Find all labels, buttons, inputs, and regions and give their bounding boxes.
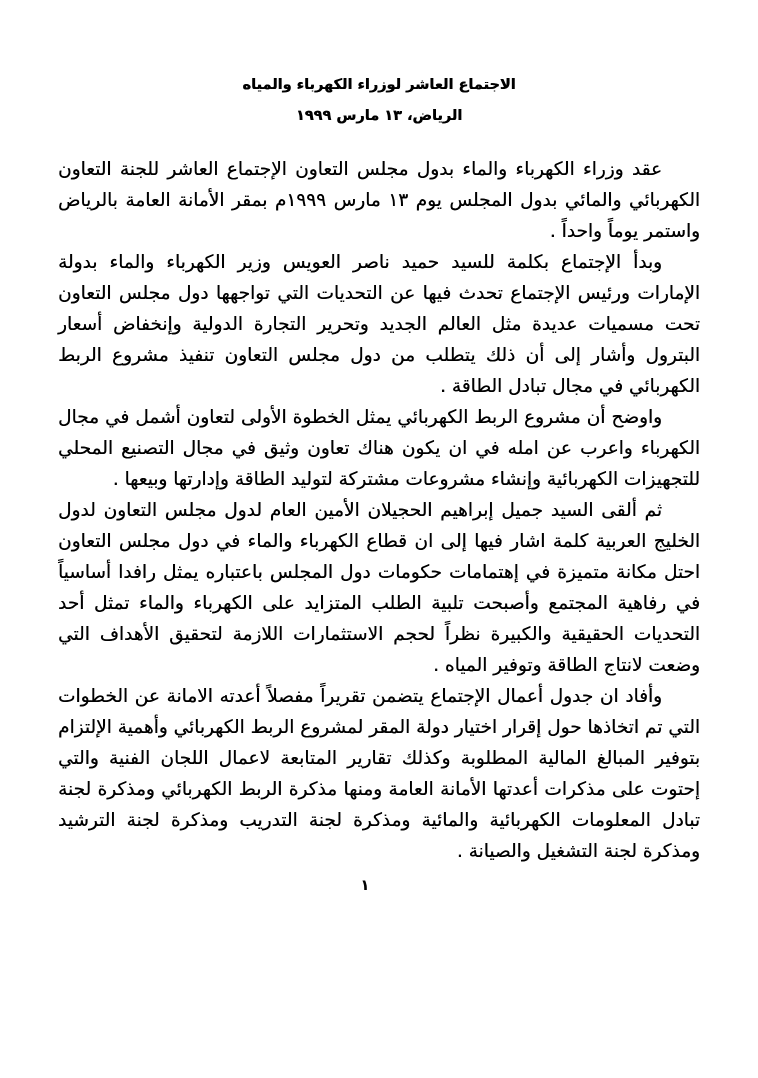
paragraph-2: وبدأ الإجتماع بكلمة للسيد حميد ناصر العويس وزير الكهرباء والماء بدولة الإمارات ورئيس الإجتماع تحدث فيها عن التحديات التي تواجهها دول مجلس التعاون تحت مسميات عديدة مثل العالم الجديد وتحرير التجارة الدولية وإنخفاض أسعار البترول وأشار إلى أن ذلك يتطلب من دول مجلس التعاون تنفيذ مشروع الربط الكهربائي في مجال تبادل الطاقة . bbox=[58, 252, 700, 397]
document-header bbox=[0, 0, 758, 132]
document-body bbox=[58, 154, 700, 867]
paragraph-3: واوضح أن مشروع الربط الكهربائي يمثل الخطوة الأولى لتعاون أشمل في مجال الكهرباء واعرب عن امله في ان يكون هناك تعاون وثيق في مجال التصنيع المحلي للتجهيزات الكهربائية وإنشاء مشروعات مشتركة لتوليد الطاقة وإدارتها وبيعها . bbox=[58, 407, 700, 490]
page-number: ١ bbox=[360, 876, 370, 894]
paragraph-1: عقد وزراء الكهرباء والماء بدول مجلس التعاون الإجتماع العاشر للجنة التعاون الكهربائي والمائي بدول المجلس يوم ١٣ مارس ١٩٩٩م بمقر الأمانة العامة بالرياض واستمر يوماً واحداً . bbox=[58, 159, 701, 242]
document-title: الاجتماع العاشر لوزراء الكهرباء والمياه bbox=[242, 77, 516, 93]
paragraph-4: ثم ألقى السيد جميل إبراهيم الحجيلان الأمين العام لدول مجلس التعاون لدول الخليج العربية كلمة اشار فيها إلى ان قطاع الكهرباء والماء في دول مجلس التعاون احتل مكانة متميزة في إهتمامات حكومات دول المجلس باعتباره يمثل رافدا أساسياً في رفاهية المجتمع وأصبحت تلبية الطلب المتزايد على الكهرباء والماء تمثل أحد التحديات الحقيقية والكبيرة نظراً لحجم الاستثمارات اللازمة لتحقيق الأهداف التي وضعت لانتاج الطاقة وتوفير المياه . bbox=[58, 500, 700, 676]
paragraph-5: وأفاد ان جدول أعمال الإجتماع يتضمن تقريراً مفصلاً أعدته الامانة عن الخطوات التي تم اتخاذها حول إقرار اختيار دولة المقر لمشروع الربط الكهربائي وأهمية الإلتزام بتوفير المبالغ المالية المطلوبة وكذلك تقارير المتابعة لاعمال اللجان الفنية والتي إحتوت على مذكرات أعدتها الأمانة العامة ومنها مذكرة الربط الكهربائي ومذكرة لجنة تبادل المعلومات الكهربائية والمائية ومذكرة لجنة التدريب ومذكرة لجنة الترشيد ومذكرة لجنة التشغيل والصيانة . bbox=[58, 686, 700, 862]
document-subtitle: الرياض، ١٣ مارس ١٩٩٩ bbox=[295, 108, 463, 124]
